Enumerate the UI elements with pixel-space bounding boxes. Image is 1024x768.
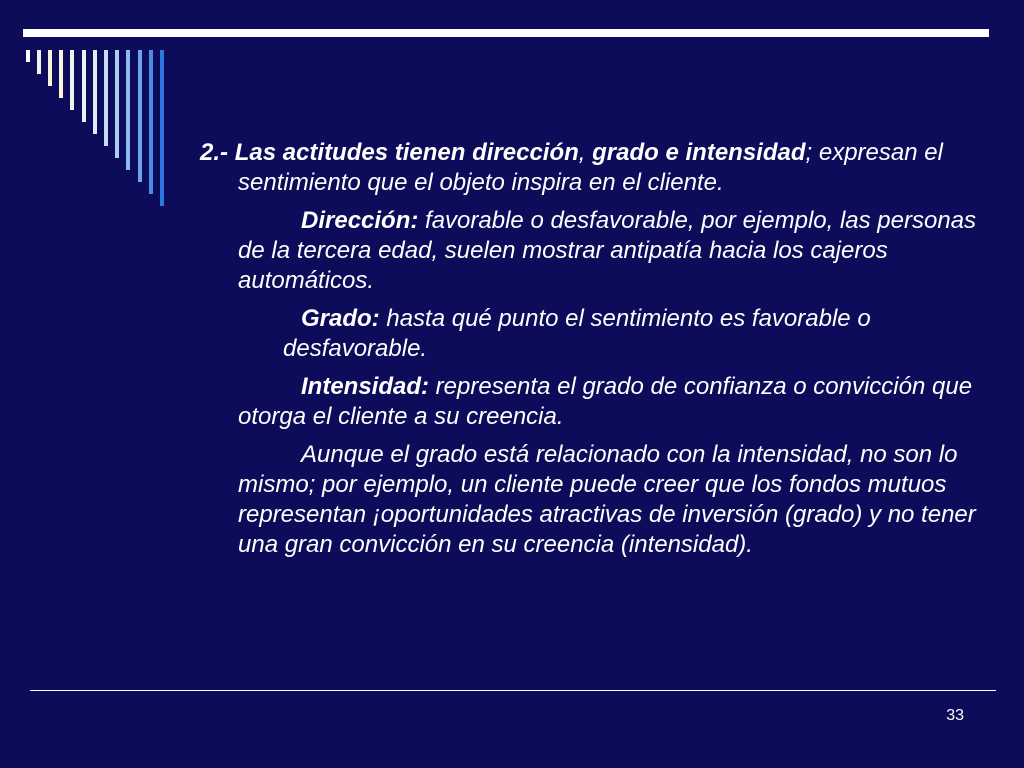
grado-term: Grado: bbox=[301, 305, 380, 332]
main-point bbox=[200, 138, 980, 198]
aunque-text: Aunque el grado está relacionado con la intensidad, no son lo mismo; por ejemplo, un cliente puede creer que los fondos mutuos representan ¡oportunidades atractivas de inversión (grado) y no tener una gran convicción en su creencia (intensidad). bbox=[238, 441, 976, 558]
grado-paragraph bbox=[200, 304, 980, 364]
decorative-bar bbox=[160, 50, 164, 206]
decorative-bar bbox=[82, 50, 86, 122]
aunque-paragraph bbox=[200, 440, 980, 560]
point-heading-grado-intensidad: grado e intensidad bbox=[592, 139, 806, 166]
bottom-rule bbox=[30, 690, 996, 691]
decorative-bar bbox=[59, 50, 63, 98]
decorative-bars bbox=[0, 0, 200, 220]
decorative-bar bbox=[26, 50, 30, 62]
direccion-term: Dirección: bbox=[301, 207, 419, 234]
point-prefix: 2.- bbox=[200, 139, 235, 166]
direccion-text: favorable o desfavorable, por ejemplo, las personas de la tercera edad, suelen mostrar antipatía hacia los cajeros automáticos. bbox=[238, 207, 977, 294]
decorative-bar bbox=[93, 50, 97, 134]
decorative-bar bbox=[70, 50, 74, 110]
decorative-bar bbox=[149, 50, 153, 194]
grado-text: hasta qué punto el sentimiento es favorable o desfavorable. bbox=[283, 305, 871, 362]
decorative-bar bbox=[138, 50, 142, 182]
intensidad-paragraph bbox=[200, 372, 980, 432]
slide-body bbox=[200, 138, 980, 568]
decorative-bar bbox=[48, 50, 52, 86]
intensidad-term: Intensidad: bbox=[301, 373, 430, 400]
point-rest: ; expresan el sentimiento que el objeto inspira en el cliente. bbox=[238, 139, 943, 196]
point-comma: , bbox=[578, 139, 593, 166]
decorative-bar bbox=[126, 50, 130, 170]
page-number: 33 bbox=[946, 707, 964, 724]
direccion-paragraph bbox=[200, 206, 980, 296]
decorative-bar bbox=[37, 50, 41, 74]
intensidad-text: representa el grado de confianza o convicción que otorga el cliente a su creencia. bbox=[238, 373, 973, 430]
decorative-bar bbox=[104, 50, 108, 146]
decorative-bar bbox=[115, 50, 119, 158]
point-heading-direccion: Las actitudes tienen dirección bbox=[234, 139, 579, 166]
